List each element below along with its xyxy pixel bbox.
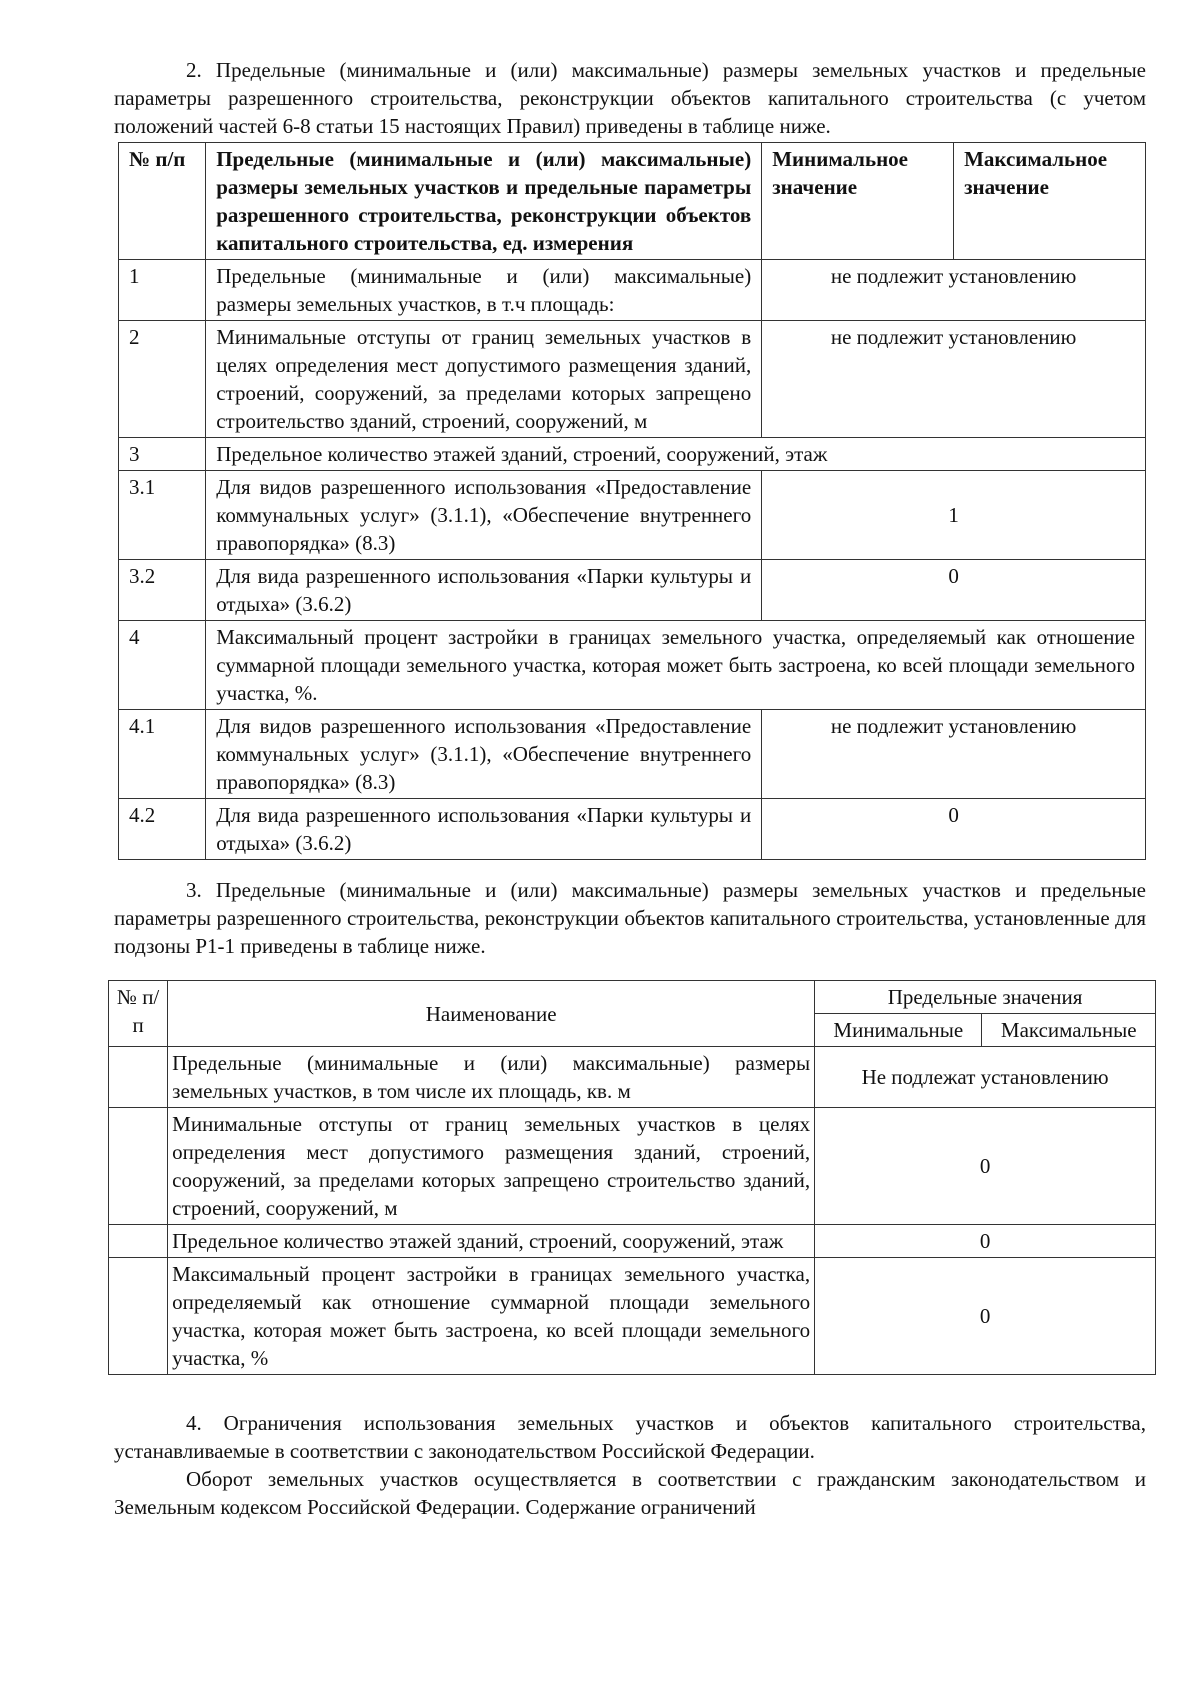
row-num (109, 1225, 168, 1258)
row-value: 0 (762, 799, 1146, 860)
header-name: Наименование (168, 981, 815, 1047)
table-row (109, 1225, 1156, 1258)
table-row (119, 799, 1146, 860)
row-num: 3 (119, 438, 206, 471)
row-name: Предельное количество этажей зданий, строений, сооружений, этаж (168, 1225, 815, 1258)
header-min: Минимальное значение (762, 143, 954, 260)
table-row (119, 710, 1146, 799)
table-row (109, 1258, 1156, 1375)
row-num (109, 1258, 168, 1375)
row-num: 4 (119, 621, 206, 710)
row-name: Предельное количество этажей зданий, строений, сооружений, этаж (206, 438, 1146, 471)
row-name: Минимальные отступы от границ земельных участков в целях определения мест допустимого размещения зданий, строений, сооружений, за пределами которых запрещено строительство зданий, строений, сооружений, м (206, 321, 762, 438)
section-3-paragraph: 3. Предельные (минимальные и (или) максимальные) размеры земельных участков и предельные параметры разрешенного строительства, реконструкции объектов капитального строительства, установленные для подзоны Р1-1 приведены в таблице ниже. (114, 878, 1146, 958)
row-name: Для вида разрешенного использования «Парки культуры и отдыха» (3.6.2) (206, 560, 762, 621)
row-num: 3.1 (119, 471, 206, 560)
row-num (109, 1108, 168, 1225)
document-page (114, 56, 1146, 1521)
header-max: Максимальное значение (954, 143, 1146, 260)
table-row (119, 621, 1146, 710)
table-row (119, 321, 1146, 438)
row-value: 0 (762, 560, 1146, 621)
row-name: Минимальные отступы от границ земельных участков в целях определения мест допустимого размещения зданий, строений, сооружений, за пределами которых запрещено строительство зданий, строений, сооружений, м (168, 1108, 815, 1225)
section-4-paragraph: 4. Ограничения использования земельных участков и объектов капитального строительства, устанавливаемые в соответствии с законодательством Российской Федерации. (114, 1411, 1146, 1463)
row-value: 0 (815, 1225, 1156, 1258)
row-num: 4.2 (119, 799, 206, 860)
row-name: Для вида разрешенного использования «Парки культуры и отдыха» (3.6.2) (206, 799, 762, 860)
table-row (119, 560, 1146, 621)
table-row (109, 1108, 1156, 1225)
subzone-table (108, 980, 1156, 1375)
parameters-table (118, 142, 1146, 860)
row-name: Для видов разрешенного использования «Предоставление коммунальных услуг» (3.1.1), «Обеспечение внутреннего правопорядка» (8.3) (206, 471, 762, 560)
header-num: № п/п (119, 143, 206, 260)
spacer (114, 860, 1146, 876)
row-name: Максимальный процент застройки в границах земельного участка, определяемый как отношение суммарной площади земельного участка, которая может быть застроена, ко всей площади земельного участка, % (168, 1258, 815, 1375)
row-name: Максимальный процент застройки в границах земельного участка, определяемый как отношение суммарной площади земельного участка, которая может быть застроена, ко всей площади земельного участка, %. (206, 621, 1146, 710)
row-name: Для видов разрешенного использования «Предоставление коммунальных услуг» (3.1.1), «Обеспечение внутреннего правопорядка» (8.3) (206, 710, 762, 799)
header-limits: Предельные значения (815, 981, 1156, 1014)
table-header-row (119, 143, 1146, 260)
row-num: 4.1 (119, 710, 206, 799)
table-header-row (109, 981, 1156, 1014)
header-max: Максимальные (982, 1014, 1156, 1047)
table-row (119, 260, 1146, 321)
row-value: 0 (815, 1108, 1156, 1225)
header-num: № п/п (109, 981, 168, 1047)
table-row (109, 1047, 1156, 1108)
row-name: Предельные (минимальные и (или) максимальные) размеры земельных участков, в том числе их площадь, кв. м (168, 1047, 815, 1108)
row-value: не подлежит установлению (762, 321, 1146, 438)
spacer (114, 1375, 1146, 1409)
row-value: 0 (815, 1258, 1156, 1375)
row-num: 1 (119, 260, 206, 321)
row-value: 1 (762, 471, 1146, 560)
row-value: не подлежит установлению (762, 710, 1146, 799)
table-row (119, 438, 1146, 471)
header-name: Предельные (минимальные и (или) максимальные) размеры земельных участков и предельные параметры разрешенного строительства, реконструкции объектов капитального строительства, ед. измерения (206, 143, 762, 260)
row-value: Не подлежат установлению (815, 1047, 1156, 1108)
section-2-paragraph: 2. Предельные (минимальные и (или) максимальные) размеры земельных участков и предельные параметры разрешенного строительства, реконструкции объектов капитального строительства (с учетом положений частей 6-8 статьи 15 настоящих Правил) приведены в таблице ниже. (114, 58, 1146, 138)
section-4-paragraph-2: Оборот земельных участков осуществляется в соответствии с гражданским законодательством и Земельным кодексом Российской Федерации. Содержание ограничений (114, 1467, 1146, 1519)
row-num (109, 1047, 168, 1108)
row-value: не подлежит установлению (762, 260, 1146, 321)
table-row (119, 471, 1146, 560)
row-name: Предельные (минимальные и (или) максимальные) размеры земельных участков, в т.ч площадь: (206, 260, 762, 321)
row-num: 2 (119, 321, 206, 438)
header-min: Минимальные (815, 1014, 982, 1047)
row-num: 3.2 (119, 560, 206, 621)
